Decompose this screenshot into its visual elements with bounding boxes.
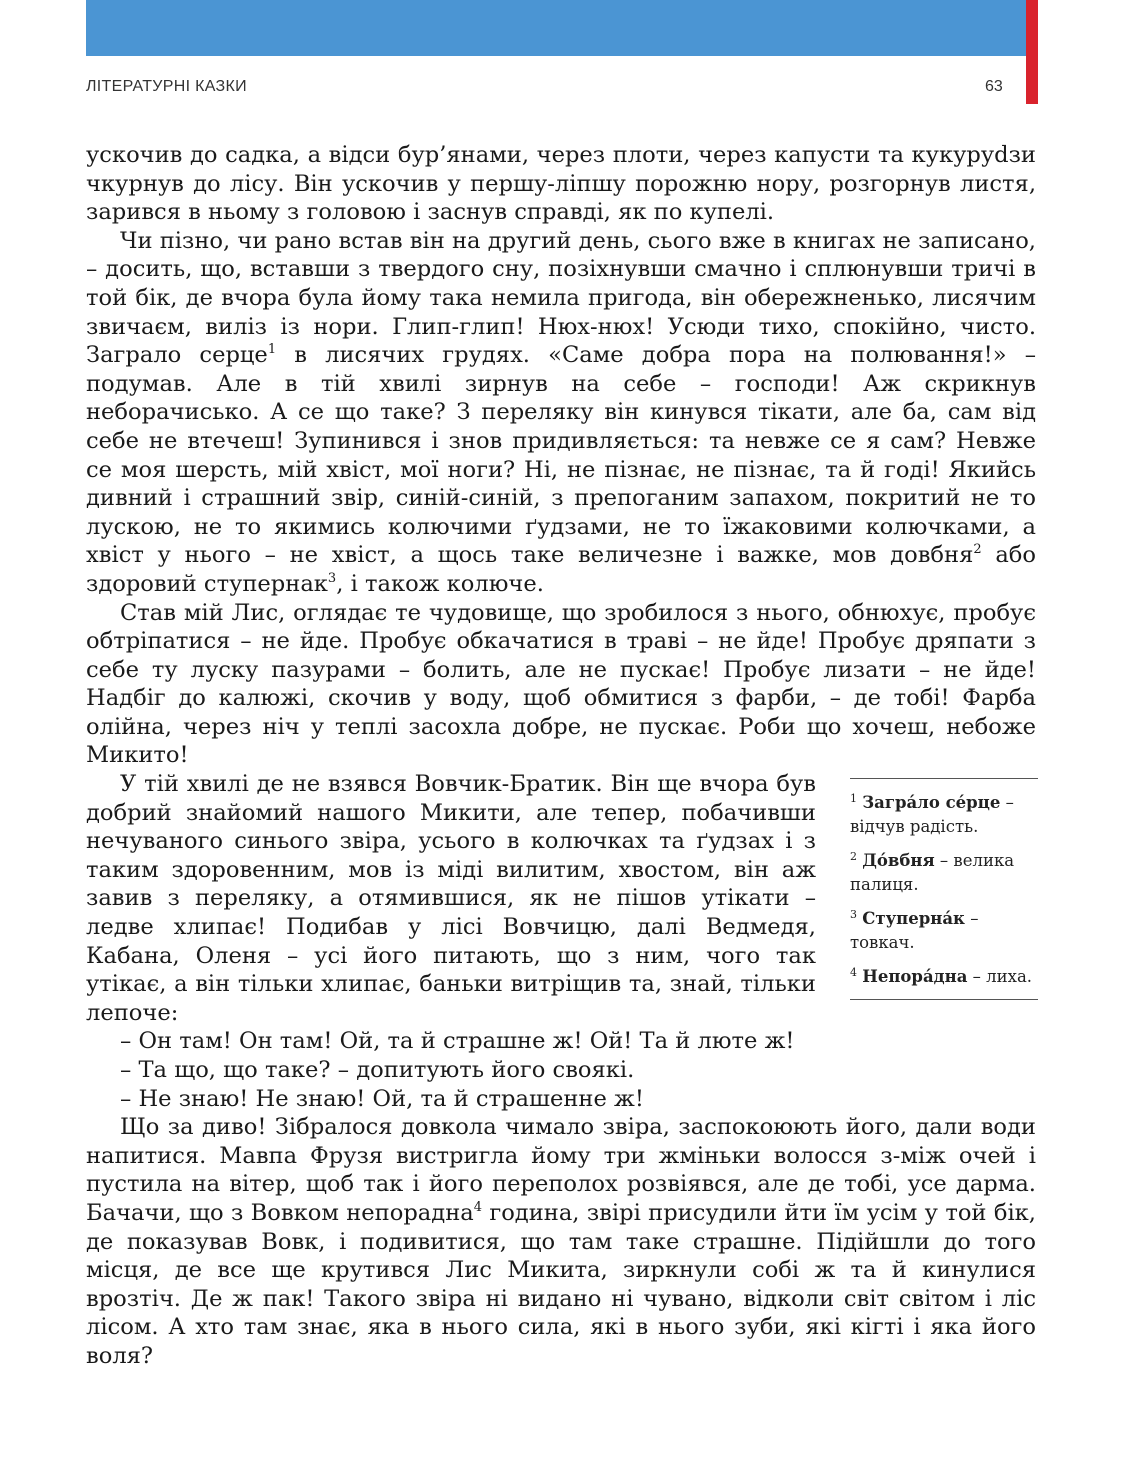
paragraph-4: У тій хвилі де не взявся Вовчик-Братик. Він ще вчора був добрий знайомий нашого Микити, але тепер, побачивши нечуваного синього звіра, усього в колючках та ґудзах і з таким здоровенним, мов із міді вилитим, хвостом, він аж завив з переляку, а отямившися, як не пішов утікати – ледве хлипає! Подибав у лісі Вовчицю, далі Ведмедя, Кабана, Оленя – усі його питають, що з ним, чого так утікає, а він тільки хлипає, баньки витріщив та, знай, тільки лепоче:: [86, 771, 816, 1026]
top-color-band: [86, 0, 1026, 56]
footnote-ref-1: 1: [267, 342, 277, 358]
paragraph-2: Чи пізно, чи рано встав він на другий день, сього вже в книгах не записано, – досить, що, вставши з твердого сну, позіхнувши смачно і сплюнувши тричі в той бік, де вчора була йому така немила пригода, він обережненько, лисячим звичаєм, виліз із нори. Глип-глип! Нюх-нюх! Усюди тихо, спокійно, чисто. Заграло серце$^1$ в лисячих грудях. «Саме добра пора на полювання!» – подумав. Але в тій хвилі зирнув на себе – господи! Аж скрикнув неборачисько. А се що таке? З переляку він кинувся тікати, але ба, сам від себе не втечеш! Зупинився і знов придивляється: та невже се я сам? Невже се моя шерсть, мій хвіст, мої ноги? Ні, не пізнає, не пізнає, та й годі! Якийсь дивний і страшний звір, синій-синій, з препоганим запахом, покритий не то лускою, не то якимись колючими ґудзами, не то їжаковими колючками, а хвіст у нього – не хвіст, а щось таке величезне і важке, мов довбня$^2$ або здоровий ступернак$^3$, і також колюче.: [86, 227, 1036, 597]
page-edge-marker: [1026, 0, 1038, 104]
footnote-2: $^2$ До́вбня – велика палиця.: [850, 850, 1015, 894]
dialogue-line-1: – Он там! Он там! Ой, та й страшне ж! Ой! Та й люте ж!: [120, 1028, 795, 1055]
main-text: [86, 141, 1036, 1371]
running-title: ЛІТЕРАТУРНІ КАЗКИ: [86, 78, 247, 95]
footnotes-box: [850, 778, 1038, 1000]
footnote-3: $^3$ Ступерна́к – товкач.: [850, 908, 979, 952]
paragraph-1: ускочив до садка, а відси бур’янами, через плоти, через капусти та кукуруdзи чкурнув до лісу. Він ускочив у першу-ліпшу порожню нору, розгорнув листя, зарився в ньому з головою і заснув справді, як по купелі.: [86, 142, 1036, 226]
footnote-4: $^4$ Непора́дна – лиха.: [850, 966, 1033, 986]
dialogue-line-2: – Та що, що таке? – допитують його своякі.: [120, 1057, 635, 1083]
paragraph-3: Став мій Лис, оглядає те чудовище, що зробилося з нього, обнюхує, пробує обтріпатися – не йде. Пробує обкачатися в траві – не йде! Пробує дряпати з себе ту луску пазурами – болить, але не пускає! Пробує лизати – не йде! Надбіг до калюжі, скочив у воду, щоб обмитися з фарби, – де тобі! Фарба олійна, через ніч у теплі засохла добре, не пускає. Роби що хочеш, небоже Микито!: [86, 599, 1036, 769]
paragraph-5: Що за диво! Зібралося довкола чимало звіра, заспокоюють його, дали води напитися. Мавпа Фрузя вистригла йому три жміньки волосся з-між очей і пустила на вітер, щоб так і його переполох розвіявся, але де тобі, усе дарма. Бачачи, що з Вовком непорадна$^4$ година, звірі присудили йти їм усім у той бік, де показував Вовк, і подивитися, що там таке страшне. Підійшли до того місця, де все ще крутився Лис Микита, зиркнули собі ж та й кинулися врозтіч. Де ж пак! Такого звіра ні видано ні чувано, відколи світ світом і ліс лісом. А хто там знає, яка в нього сила, які в нього зуби, які кігті і яка його воля?: [86, 1114, 1036, 1369]
page-number: 63: [985, 78, 1003, 95]
footnote-ref-4: 4: [473, 1199, 482, 1215]
footnote-1: $^1$ Загра́ло се́рце – відчув радість.: [850, 792, 1014, 836]
footnote-ref-2: 2: [973, 542, 982, 558]
dialogue-line-3: – Не знаю! Не знаю! Ой, та й страшенне ж!: [120, 1085, 644, 1112]
footnote-ref-3: 3: [327, 570, 337, 586]
